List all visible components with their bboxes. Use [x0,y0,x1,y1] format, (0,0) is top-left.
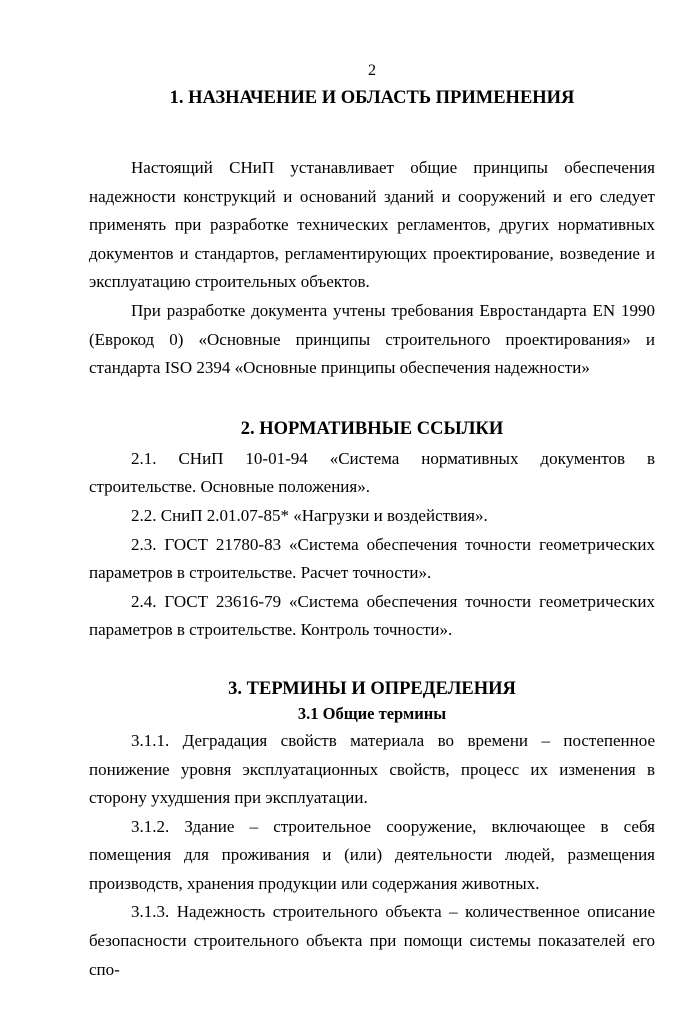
reference-item: 2.3. ГОСТ 21780-83 «Система обеспечения точности геометрических параметров в строительстве. Расчет точности». [89,534,655,583]
subsection-3-1-heading: 3.1 Общие термины [297,703,447,723]
reference-item: 2.1. СНиП 10-01-94 «Система нормативных документов в строительстве. Основные положения». [89,448,655,497]
section-1-paragraph: Настоящий СНиП устанавливает общие принципы обеспечения надежности конструкций и оснований зданий и сооружений и его следует применять при разработке технических регламентов, других нормативных документов и стандартов, регламентирующих проектирование, возведение и эксплуатацию строительных объектов. [89,158,655,292]
term-definition: 3.1.3. Надежность строительного объекта – количественное описание безопасности строительного объекта при помощи системы показателей его спо- [89,902,655,979]
section-1-paragraph: При разработке документа учтены требования Евростандарта EN 1990 (Еврокод 0) «Основные принципы строительного проектирования» и стандарта ISO 2394 «Основные принципы обеспечения надежности» [89,300,655,378]
section-2-heading: 2. НОРМАТИВНЫЕ ССЫЛКИ [240,418,504,439]
document-page [89,62,655,984]
page-number: 2 [368,62,376,79]
section-3-heading: 3. ТЕРМИНЫ И ОПРЕДЕЛЕНИЯ [228,678,516,699]
reference-item: 2.2. СниП 2.01.07-85* «Нагрузки и воздействия». [131,505,488,525]
reference-item: 2.4. ГОСТ 23616-79 «Система обеспечения точности геометрических параметров в строительстве. Контроль точности». [89,591,655,640]
term-definition: 3.1.2. Здание – строительное сооружение, включающее в себя помещения для проживания и (или) деятельности людей, размещения производств, хранения продукции или содержания животных. [89,816,655,893]
section-1-heading: 1. НАЗНАЧЕНИЕ И ОБЛАСТЬ ПРИМЕНЕНИЯ [169,88,575,108]
term-definition: 3.1.1. Деградация свойств материала во времени – постепенное понижение уровня эксплуатационных свойств, процесс их изменения в сторону ухудшения при эксплуатации. [89,730,655,808]
